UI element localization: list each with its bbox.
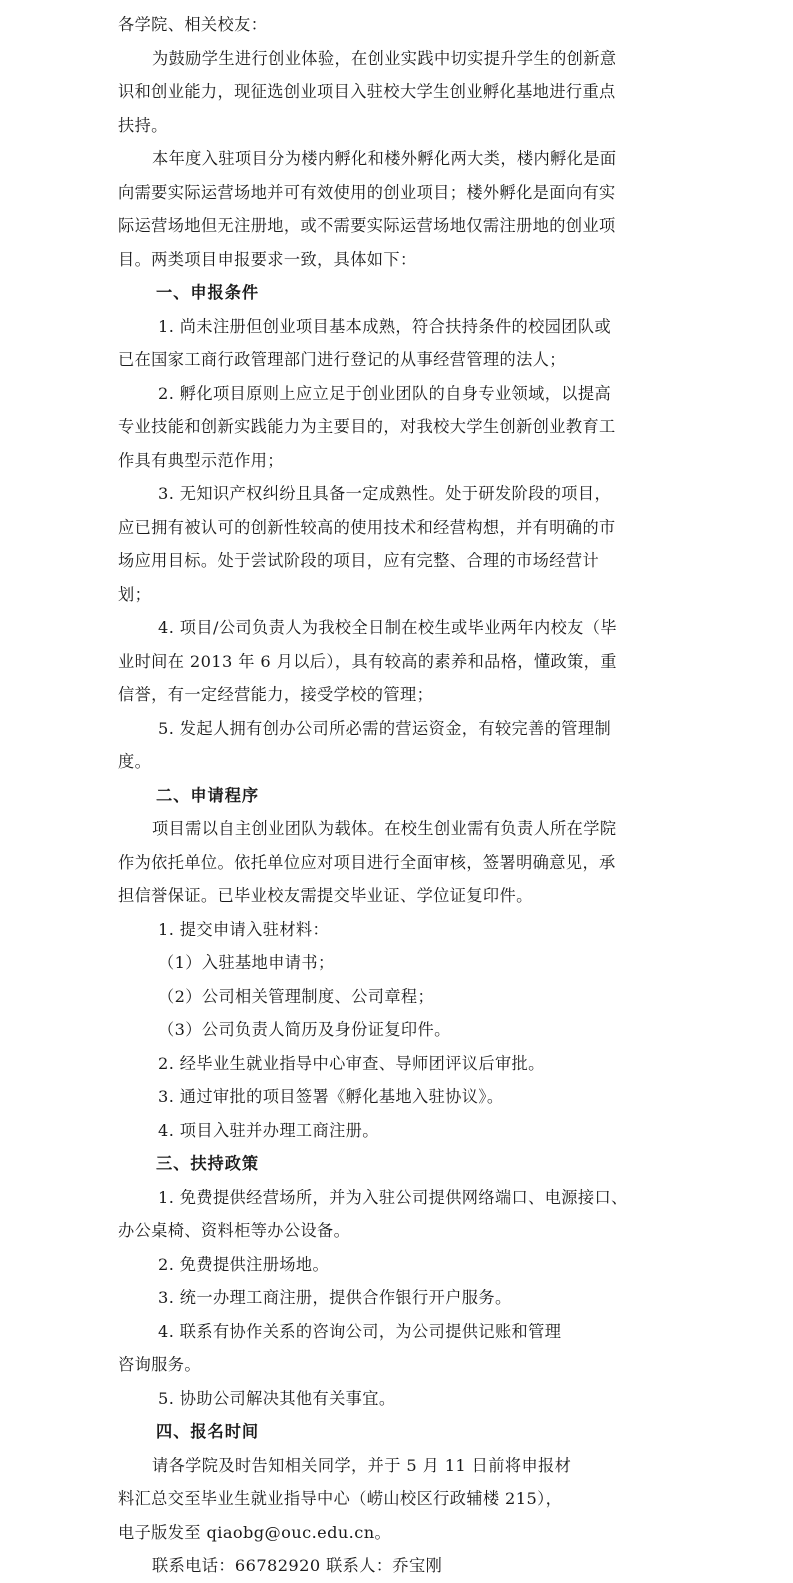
section-heading: 一、申报条件 <box>156 283 260 302</box>
paragraph-line: 3. 通过审批的项目签署《孵化基地入驻协议》。 <box>158 1087 504 1106</box>
paragraph-line: 4. 项目/公司负责人为我校全日制在校生或毕业两年内校友（毕 <box>158 618 617 637</box>
section-heading: 二、申请程序 <box>156 785 260 805</box>
paragraph-line: 联系电话：66782920 联系人：乔宝刚 <box>152 1556 443 1575</box>
paragraph-line: 5. 发起人拥有创办公司所必需的营运资金，有较完善的管理制 <box>158 718 612 738</box>
paragraph-line: （3）公司负责人简历及身份证复印件。 <box>158 1020 451 1039</box>
paragraph-line: 担信誉保证。已毕业校友需提交毕业证、学位证复印件。 <box>118 886 533 905</box>
paragraph-line: 为鼓励学生进行创业体验，在创业实践中切实提升学生的创新意 <box>152 48 617 68</box>
paragraph-line: 项目需以自主创业团队为载体。在校生创业需有负责人所在学院 <box>152 819 617 838</box>
paragraph-line: 1. 尚未注册但创业项目基本成熟，符合扶持条件的校园团队或 <box>158 316 612 336</box>
paragraph-line: 场应用目标。处于尝试阶段的项目，应有完整、合理的市场经营计 <box>118 551 600 570</box>
paragraph-line: 1. 免费提供经营场所，并为入驻公司提供网络端口、电源接口、 <box>158 1187 628 1207</box>
paragraph-line: 各学院、相关校友： <box>118 15 268 34</box>
paragraph-line: 2. 经毕业生就业指导中心审查、导师团评议后审批。 <box>158 1053 545 1073</box>
section-heading: 三、扶持政策 <box>156 1154 260 1173</box>
paragraph-line: 际运营场地但无注册地，或不需要实际运营场地仅需注册地的创业项 <box>118 216 616 235</box>
paragraph-line: （1）入驻基地申请书； <box>158 953 335 972</box>
paragraph-line: 电子版发至 qiaobg@ouc.edu.cn。 <box>118 1522 392 1542</box>
paragraph-line: 向需要实际运营场地并可有效使用的创业项目；楼外孵化是面向有实 <box>118 182 616 202</box>
paragraph-line: 应已拥有被认可的创新性较高的使用技术和经营构想，并有明确的市 <box>118 517 616 537</box>
paragraph-line: 4. 联系有协作关系的咨询公司，为公司提供记账和管理 <box>158 1321 562 1341</box>
paragraph-line: 信誉，有一定经营能力，接受学校的管理； <box>118 685 434 704</box>
paragraph-line: 专业技能和创新实践能力为主要目的，对我校大学生创新创业教育工 <box>118 417 616 436</box>
paragraph-line: 识和创业能力，现征选创业项目入驻校大学生创业孵化基地进行重点 <box>118 82 616 101</box>
paragraph-line: 咨询服务。 <box>118 1355 201 1374</box>
paragraph-line: 5. 协助公司解决其他有关事宜。 <box>158 1388 396 1408</box>
paragraph-line: 料汇总交至毕业生就业指导中心（崂山校区行政辅楼 215）， <box>118 1489 563 1508</box>
paragraph-line: 2. 孵化项目原则上应立足于创业团队的自身专业领域，以提高 <box>158 383 612 403</box>
paragraph-line: 作为依托单位。依托单位应对项目进行全面审核，签署明确意见，承 <box>118 852 616 872</box>
notice-document <box>118 8 678 1583</box>
paragraph-line: 目。两类项目申报要求一致，具体如下： <box>118 249 417 269</box>
paragraph-line: 3. 统一办理工商注册，提供合作银行开户服务。 <box>158 1288 512 1307</box>
section-heading: 四、报名时间 <box>156 1422 260 1441</box>
paragraph-line: 2. 免费提供注册场地。 <box>158 1254 330 1274</box>
paragraph-line: 划； <box>118 584 152 604</box>
paragraph-line: 扶持。 <box>118 115 168 135</box>
paragraph-line: 作具有典型示范作用； <box>118 450 284 470</box>
paragraph-line: 1. 提交申请入驻材料： <box>158 919 330 939</box>
paragraph-line: 已在国家工商行政管理部门进行登记的从事经营管理的法人； <box>118 350 566 369</box>
paragraph-line: 本年度入驻项目分为楼内孵化和楼外孵化两大类，楼内孵化是面 <box>152 149 617 168</box>
paragraph-line: 4. 项目入驻并办理工商注册。 <box>158 1120 379 1140</box>
paragraph-line: 业时间在 2013 年 6 月以后），具有较高的素养和品格，懂政策，重 <box>118 651 617 671</box>
paragraph-line: 请各学院及时告知相关同学，并于 5 月 11 日前将申报材 <box>152 1455 572 1475</box>
paragraph-line: （2）公司相关管理制度、公司章程； <box>158 986 435 1006</box>
paragraph-line: 度。 <box>118 752 152 771</box>
paragraph-line: 3. 无知识产权纠纷且具备一定成熟性。处于研发阶段的项目， <box>158 484 612 503</box>
paragraph-line: 办公桌椅、资料柜等办公设备。 <box>118 1221 351 1240</box>
